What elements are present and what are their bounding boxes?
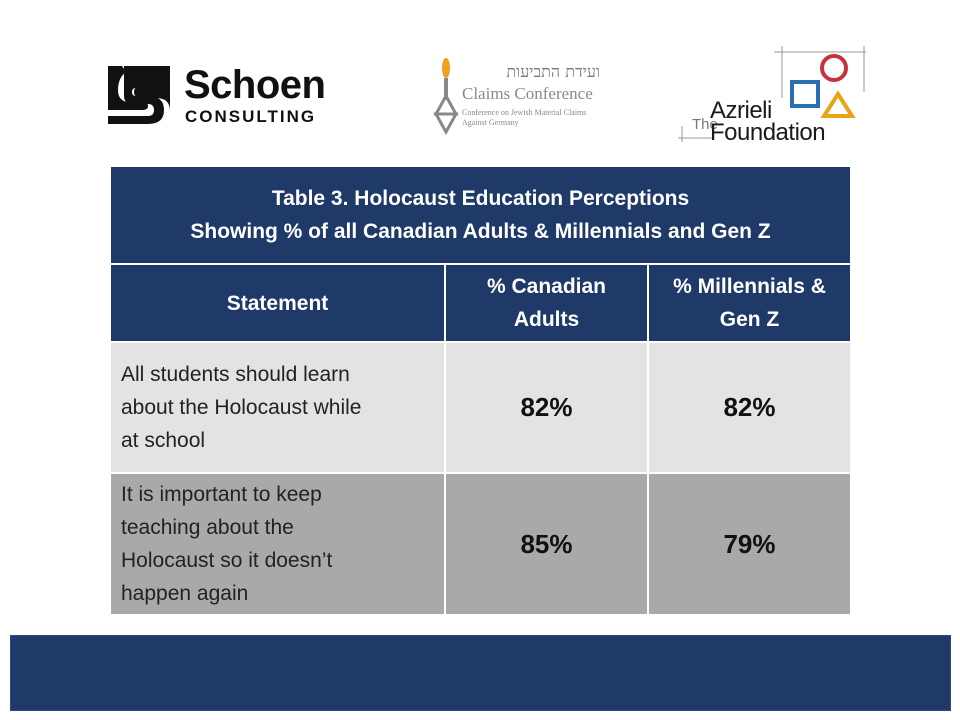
bottom-banner (10, 635, 951, 711)
schoen-name: Schoen (184, 63, 326, 107)
claims-tagline-line1: Conference on Jewish Material Claims (462, 108, 587, 117)
canadian-adults-value: 85% (445, 473, 648, 615)
table-title-row (110, 166, 851, 264)
claims-name: Claims Conference (462, 84, 593, 103)
logo-row (0, 0, 960, 160)
table-header-row (110, 264, 851, 342)
statement-cell (110, 342, 445, 473)
table-title (110, 166, 851, 264)
azrieli-name-line2: Foundation (710, 119, 826, 146)
claims-conference-logo (422, 56, 612, 136)
table-title-line2: Showing % of all Canadian Adults & Millennials and Gen Z (190, 220, 771, 243)
table-row (110, 473, 851, 615)
claims-hebrew-name: ועידת התביעות (506, 62, 600, 81)
statement-line: about the Holocaust while (121, 396, 362, 419)
header-canadian-adults (445, 264, 648, 342)
statement-line: All students should learn (121, 363, 350, 386)
header-millennials-genz-line1: % Millennials & (673, 275, 826, 298)
header-canadian-adults-line2: Adults (513, 308, 580, 331)
table-row (110, 342, 851, 473)
perceptions-table (109, 165, 852, 616)
candle-star-icon (426, 56, 462, 136)
statement-line: It is important to keep (121, 483, 322, 506)
canadian-adults-value: 82% (445, 342, 648, 473)
table-title-line1: Table 3. Holocaust Education Perceptions (271, 187, 690, 210)
header-millennials-genz-line2: Gen Z (719, 308, 780, 331)
claims-tagline-line2: Against Germany (462, 118, 519, 127)
statement-line: at school (121, 429, 206, 452)
schoen-subtitle: CONSULTING (185, 107, 317, 126)
header-millennials-genz (648, 264, 851, 342)
perceptions-table-container (109, 165, 850, 616)
azrieli-name-line1: Azrieli (710, 97, 772, 124)
schoen-consulting-logo (108, 62, 338, 132)
millennials-genz-value: 79% (648, 473, 851, 615)
azrieli-the: The (692, 116, 718, 133)
azrieli-foundation-logo (674, 42, 870, 146)
header-canadian-adults-line1: % Canadian (486, 275, 607, 298)
statement-line: teaching about the (121, 516, 294, 539)
claims-tagline (462, 108, 612, 128)
header-statement: Statement (110, 264, 445, 342)
statement-cell (110, 473, 445, 615)
azrieli-name (710, 97, 826, 146)
statement-line: Holocaust so it doesn’t (121, 549, 333, 572)
statement-line: happen again (121, 582, 249, 605)
schoen-s-mark-icon (108, 66, 170, 124)
millennials-genz-value: 82% (648, 342, 851, 473)
